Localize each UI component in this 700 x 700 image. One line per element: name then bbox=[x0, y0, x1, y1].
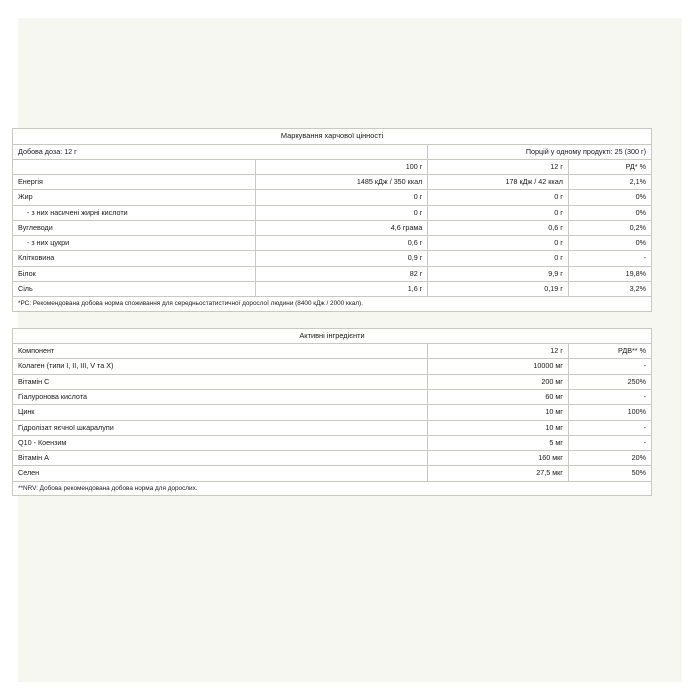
ingredient-name: Вітамін А bbox=[13, 451, 428, 466]
table2-footnote: **NRV: Добова рекомендована добова норма для дорослих. bbox=[13, 481, 652, 495]
ingredient-rd: - bbox=[568, 435, 651, 450]
nutrient-name: Вуглеводи bbox=[13, 220, 256, 235]
nutrient-per100: 82 г bbox=[255, 266, 428, 281]
ingredient-amount: 10 мг bbox=[428, 405, 569, 420]
table2-title: Активні інгредієнти bbox=[13, 328, 652, 344]
nutrient-rd: - bbox=[568, 251, 651, 266]
ingredient-amount: 5 мг bbox=[428, 435, 569, 450]
table2-column-header-row bbox=[13, 344, 652, 359]
nutrient-perserv: 0 г bbox=[428, 205, 569, 220]
table-row bbox=[13, 405, 652, 420]
nutrient-perserv: 0 г bbox=[428, 251, 569, 266]
nutrient-perserv: 0,6 г bbox=[428, 220, 569, 235]
nutrient-per100: 4,6 грама bbox=[255, 220, 428, 235]
table-row bbox=[13, 220, 652, 235]
table1-col-2: 12 г bbox=[428, 159, 569, 174]
ingredient-rd: 50% bbox=[568, 466, 651, 481]
table2-footnote-row bbox=[13, 481, 652, 495]
ingredient-amount: 160 мкг bbox=[428, 451, 569, 466]
daily-dose-label: Добова доза: 12 г bbox=[13, 144, 428, 159]
ingredient-name: Цинк bbox=[13, 405, 428, 420]
active-ingredients-table bbox=[12, 328, 652, 496]
table2-col-1: 12 г bbox=[428, 344, 569, 359]
table1-title: Маркування харчової цінності bbox=[13, 129, 652, 145]
table-row bbox=[13, 435, 652, 450]
table-row bbox=[13, 466, 652, 481]
nutrient-per100: 0 г bbox=[255, 205, 428, 220]
nutrient-rd: 0% bbox=[568, 205, 651, 220]
ingredient-rd: - bbox=[568, 420, 651, 435]
nutrient-per100: 0,6 г bbox=[255, 236, 428, 251]
nutrient-per100: 1,6 г bbox=[255, 282, 428, 297]
ingredient-name: Селен bbox=[13, 466, 428, 481]
nutrient-name: Жир bbox=[13, 190, 256, 205]
nutrient-name: Сіль bbox=[13, 282, 256, 297]
ingredient-name: Q10 - Коензим bbox=[13, 435, 428, 450]
servings-label: Порцій у одному продукті: 25 (300 г) bbox=[428, 144, 652, 159]
table-row bbox=[13, 251, 652, 266]
nutrient-name: - з них цукри bbox=[13, 236, 256, 251]
table-row bbox=[13, 190, 652, 205]
ingredient-amount: 10 мг bbox=[428, 420, 569, 435]
nutrient-name: Енергія bbox=[13, 175, 256, 190]
ingredient-amount: 200 мг bbox=[428, 374, 569, 389]
table-row bbox=[13, 282, 652, 297]
table-row bbox=[13, 266, 652, 281]
nutrition-facts-table bbox=[12, 128, 652, 312]
table-row bbox=[13, 374, 652, 389]
table2-col-2: РДВ** % bbox=[568, 344, 651, 359]
nutrition-tables bbox=[12, 128, 652, 496]
ingredient-rd: - bbox=[568, 359, 651, 374]
table1-footnote-row bbox=[13, 297, 652, 311]
table1-column-header-row bbox=[13, 159, 652, 174]
nutrient-rd: 3,2% bbox=[568, 282, 651, 297]
nutrient-name: - з них насичені жирні кислоти bbox=[13, 205, 256, 220]
nutrient-rd: 19,8% bbox=[568, 266, 651, 281]
nutrient-perserv: 0 г bbox=[428, 236, 569, 251]
nutrient-rd: 0% bbox=[568, 190, 651, 205]
table1-col-0 bbox=[13, 159, 256, 174]
nutrient-perserv: 0,19 г bbox=[428, 282, 569, 297]
table-row bbox=[13, 236, 652, 251]
ingredient-name: Колаген (типи I, II, III, V та X) bbox=[13, 359, 428, 374]
table-row bbox=[13, 359, 652, 374]
nutrient-perserv: 9,9 г bbox=[428, 266, 569, 281]
nutrient-per100: 0 г bbox=[255, 190, 428, 205]
nutrient-name: Клітковина bbox=[13, 251, 256, 266]
ingredient-name: Вітамін С bbox=[13, 374, 428, 389]
ingredient-amount: 10000 мг bbox=[428, 359, 569, 374]
ingredient-rd: 250% bbox=[568, 374, 651, 389]
table-row bbox=[13, 390, 652, 405]
table1-subheader-row bbox=[13, 144, 652, 159]
table1-footnote: *РС: Рекомендована добова норма споживання для середньостатистичної дорослої людини (8400 кДж / 2000 ккал). bbox=[13, 297, 652, 311]
table-title-row bbox=[13, 129, 652, 145]
ingredient-amount: 60 мг bbox=[428, 390, 569, 405]
nutrient-rd: 0,2% bbox=[568, 220, 651, 235]
nutrient-per100: 0,9 г bbox=[255, 251, 428, 266]
table1-col-1: 100 г bbox=[255, 159, 428, 174]
nutrient-rd: 2,1% bbox=[568, 175, 651, 190]
table-row bbox=[13, 451, 652, 466]
ingredient-name: Гідролізат яєчної шкаралупи bbox=[13, 420, 428, 435]
nutrient-rd: 0% bbox=[568, 236, 651, 251]
table-row bbox=[13, 205, 652, 220]
ingredient-rd: 100% bbox=[568, 405, 651, 420]
ingredient-amount: 27,5 мкг bbox=[428, 466, 569, 481]
nutrient-perserv: 0 г bbox=[428, 190, 569, 205]
ingredient-name: Гіалуронова кислота bbox=[13, 390, 428, 405]
nutrient-perserv: 178 кДж / 42 ккал bbox=[428, 175, 569, 190]
table1-col-3: РД* % bbox=[568, 159, 651, 174]
table-row bbox=[13, 420, 652, 435]
ingredient-rd: 20% bbox=[568, 451, 651, 466]
table2-col-0: Компонент bbox=[13, 344, 428, 359]
nutrient-name: Білок bbox=[13, 266, 256, 281]
table-row bbox=[13, 175, 652, 190]
table2-title-row bbox=[13, 328, 652, 344]
ingredient-rd: - bbox=[568, 390, 651, 405]
nutrient-per100: 1485 кДж / 350 ккал bbox=[255, 175, 428, 190]
